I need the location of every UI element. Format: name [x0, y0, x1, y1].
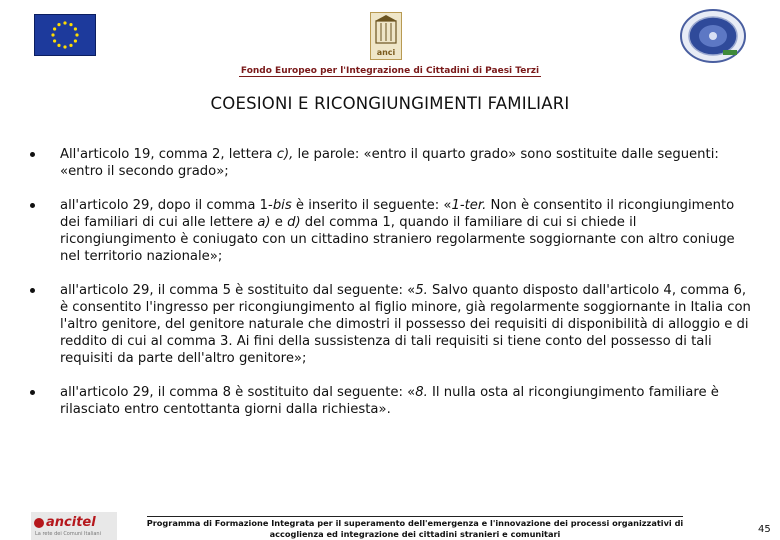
eu-flag-icon — [34, 14, 96, 56]
text-run: le parole: «entro il quarto grado» sono sostituite dalle seguenti: «entro il secondo grado»; — [60, 147, 719, 179]
seal-icon — [679, 8, 747, 64]
footer-line-1: Programma di Formazione Integrata per il superamento dell'emergenza e l'innovazione dei processi organizzativi di — [146, 518, 684, 528]
text-run: e — [274, 215, 288, 230]
fund-line — [0, 66, 780, 76]
page-number: 45 — [758, 524, 771, 535]
text-run: all'articolo 29, il comma 8 è sostituito dal seguente: « — [60, 385, 416, 400]
fund-line-text: Fondo Europeo per l'Integrazione di Cittadini di Paesi Terzi — [240, 66, 540, 76]
list-item — [30, 197, 755, 265]
list-item — [30, 146, 755, 180]
seal-logo — [679, 8, 747, 64]
text-run-italic: a) — [257, 215, 275, 230]
ancitel-logo — [31, 512, 117, 540]
text-run: del comma 1, quando il familiare di cui si chiede il ricongiungimento è coniugato con un cittadino straniero regolarmente soggiornante con altro coniuge nel territorio nazionale»; — [60, 215, 735, 264]
list-item-text — [60, 384, 755, 418]
bullet-dot-icon — [30, 152, 35, 157]
list-item-text — [60, 282, 755, 367]
text-run: all'articolo 29, il comma 5 è sostituito dal seguente: « — [60, 283, 416, 298]
anci-logo-text: anci — [376, 48, 396, 57]
text-run-italic: 5. — [415, 283, 433, 298]
text-run-italic: c), — [276, 147, 298, 162]
text-run: all'articolo 29, dopo il comma 1- — [60, 198, 273, 213]
text-run-italic: 1-ter. — [451, 198, 491, 213]
text-run: Salvo quanto disposto dall'articolo 4, comma 6, è consentito l'ingresso per ricongiungimento al figlio minore, già regolarmente soggiornante in Italia con l'altro genitore, del genitore naturale che dimostri il possesso dei requisiti di disponibilità di alloggio e di reddito di cui al comma 3. Ai fini della sussistenza di tali requisiti si tiene conto del possesso di tali requisiti da parte dell'altro genitore»; — [60, 283, 751, 366]
ancitel-mark-icon — [34, 518, 44, 528]
bullet-list — [30, 146, 755, 435]
text-run-italic: bis — [272, 198, 296, 213]
list-item — [30, 384, 755, 418]
text-run: è inserito il seguente: « — [295, 198, 452, 213]
text-run-italic: d) — [287, 215, 305, 230]
bullet-dot-icon — [30, 203, 35, 208]
text-run: All'articolo 19, comma 2, lettera — [60, 147, 277, 162]
bullet-dot-icon — [30, 288, 35, 293]
anci-logo — [370, 12, 402, 60]
list-item — [30, 282, 755, 367]
ancitel-tagline: La rete dei Comuni Italiani — [35, 531, 101, 537]
list-item-text — [60, 197, 755, 265]
ancitel-brand: ancitel — [46, 515, 96, 530]
footer-line-2: accoglienza ed integrazione dei cittadini stranieri e comunitari — [269, 529, 561, 539]
eu-stars-icon — [35, 15, 95, 55]
text-run: Non è consentito il ricongiungimento dei familiari di cui alle lettere — [60, 198, 735, 230]
page-title: COESIONI E RICONGIUNGIMENTI FAMILIARI — [210, 94, 570, 113]
footer-text — [130, 516, 700, 540]
list-item-text — [60, 146, 755, 180]
text-run-italic: 8. — [415, 385, 433, 400]
text-run: Il nulla osta al ricongiungimento familiare è rilasciato entro centottanta giorni dalla richiesta». — [60, 385, 719, 417]
building-icon — [371, 13, 401, 47]
bullet-dot-icon — [30, 390, 35, 395]
